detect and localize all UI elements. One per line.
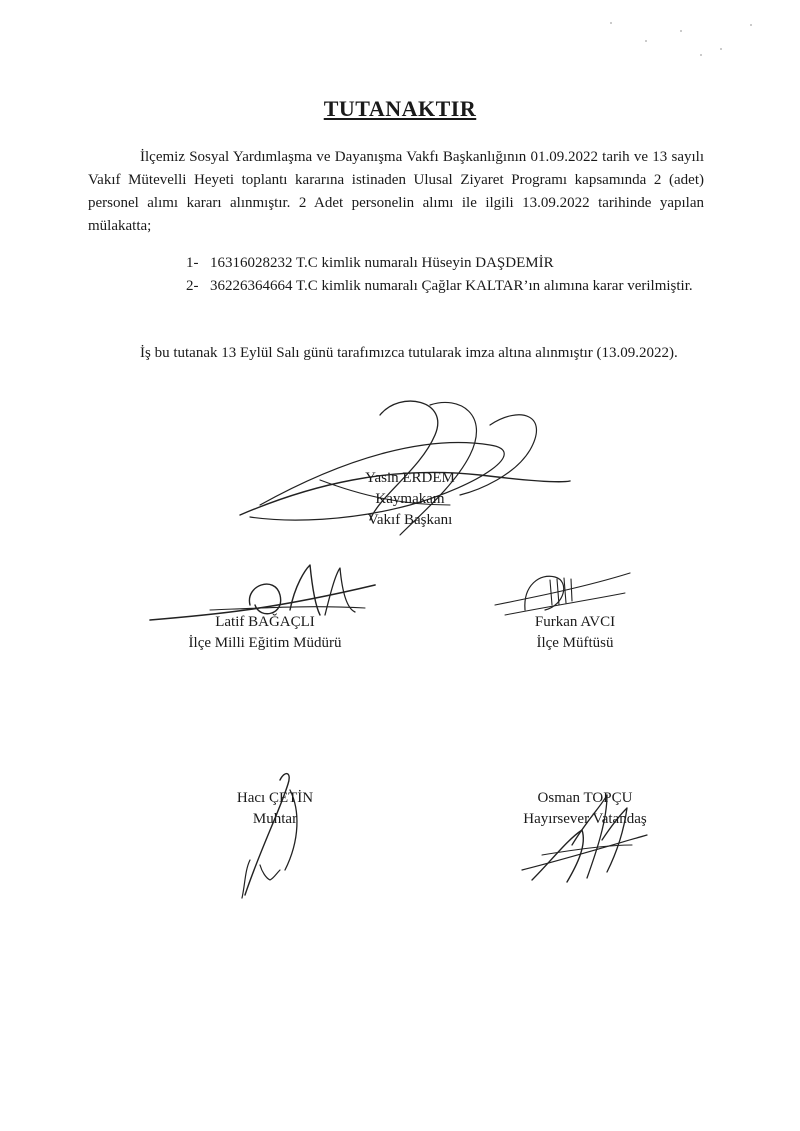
mufti-signature-block (510, 612, 640, 654)
chair-signature-block (330, 468, 490, 531)
education-director-name: Latif BAĞAÇLI (215, 614, 315, 630)
muhtar-name: Hacı ÇETİN (236, 790, 314, 806)
education-director-title: İlçe Milli Eğitim Müdürü (188, 635, 342, 651)
list-item-number: 2- (186, 278, 199, 294)
muhtar-title: Muhtar (252, 811, 298, 827)
closing-paragraph: İş bu tutanak 13 Eylül Salı günü tarafımızca tutularak imza altına alınmıştır (13.09.2022). (140, 345, 678, 361)
chair-title: Kaymakam (375, 491, 445, 507)
mufti-title: İlçe Müftüsü (536, 635, 614, 651)
list-item (186, 275, 704, 298)
list-item-number: 1- (186, 255, 199, 271)
intro-paragraph: İlçemiz Sosyal Yardımlaşma ve Dayanışma Vakfı Başkanlığının 01.09.2022 tarih ve 13 sayılı Vakıf Mütevelli Heyeti toplantı kararına istinaden Ulusal Ziyaret Programı kapsamında 2 (adet) personel alımı kararı alınmıştır. 2 Adet personelin alımı ile ilgili 13.09.2022 tarihinde yapılan mülakatta; (88, 149, 704, 234)
personnel-list (186, 252, 704, 298)
muhtar-signature-block (215, 788, 335, 830)
document-title: TUTANAKTIR (323, 96, 477, 121)
list-item-text: 16316028232 T.C kimlik numaralı Hüseyin DAŞDEMİR (210, 255, 554, 271)
citizen-signature-block (500, 788, 670, 830)
citizen-name: Osman TOPÇU (537, 790, 633, 806)
chair-name: Yasin ERDEM (365, 470, 455, 486)
mufti-name: Furkan AVCI (534, 614, 616, 630)
list-item-text: 36226364664 T.C kimlik numaralı Çağlar KALTAR’ın alımına karar verilmiştir. (210, 278, 693, 294)
scan-specks (590, 10, 790, 70)
chair-foundation-title: Vakıf Başkanı (367, 512, 453, 528)
education-director-signature-block (160, 612, 370, 654)
citizen-title: Hayırsever Vatandaş (523, 811, 647, 827)
list-item (186, 252, 704, 275)
